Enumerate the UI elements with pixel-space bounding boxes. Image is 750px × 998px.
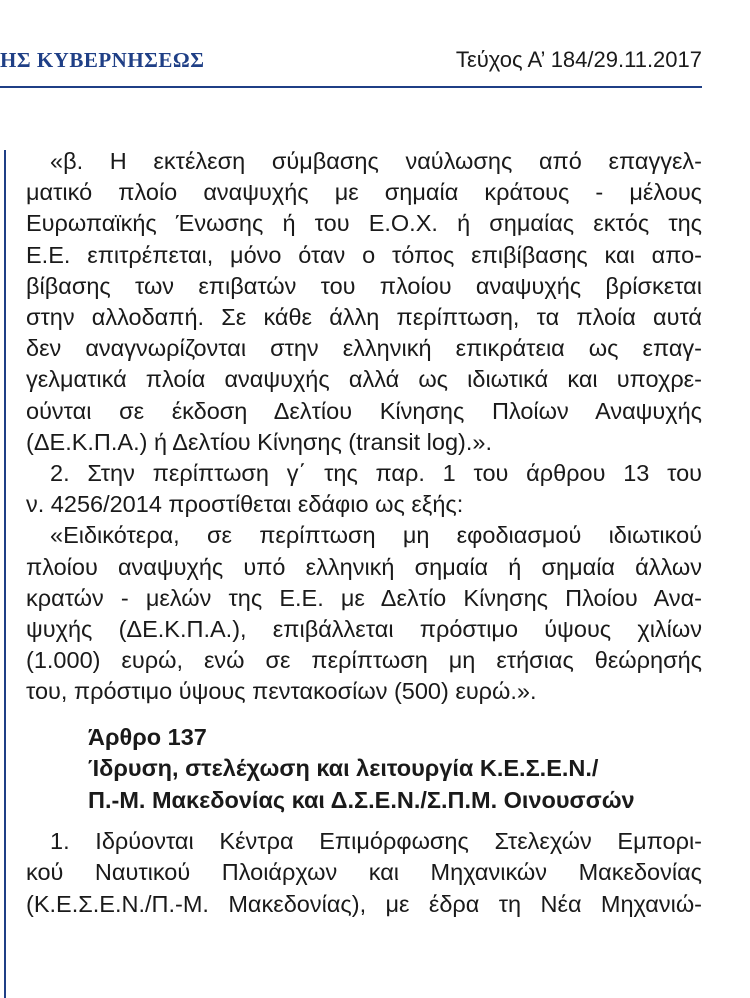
gazette-name: ΗΣ ΚΥΒΕΡΝΗΣΕΩΣ bbox=[0, 48, 205, 72]
issue-info: Τεύχος Α’ 184/29.11.2017 bbox=[455, 47, 702, 72]
article-title-line: Ίδρυση, στελέχωση και λειτουργία Κ.Ε.Σ.Ε.Ν./ bbox=[88, 755, 599, 782]
text-line: 2. Στην περίπτωση γ΄ της παρ. 1 του άρθρου 13 του bbox=[50, 460, 702, 487]
paragraph-added-text bbox=[26, 520, 702, 707]
text-line: 1. Ιδρύονται Κέντρα Επιμόρφωσης Στελεχών Εμπορι- bbox=[50, 828, 702, 855]
text-line: Ε.Ε. επιτρέπεται, μόνο όταν ο τόπος επιβίβασης και απο- bbox=[26, 241, 702, 268]
text-line: «Ειδικότερα, σε περίπτωση μη εφοδιασμού ιδιωτικού bbox=[50, 522, 702, 549]
text-line: του, πρόστιμο ύψους πεντακοσίων (500) ευρώ.». bbox=[26, 678, 537, 705]
text-line: κρατών - μελών της Ε.Ε. με Δελτίο Κίνησης Πλοίου Ανα- bbox=[26, 584, 702, 611]
article-heading bbox=[26, 722, 702, 817]
column-rule bbox=[4, 150, 6, 998]
text-line: ματικό πλοίο αναψυχής με σημαία κράτους - μέλους bbox=[26, 179, 702, 206]
paragraph-amendment-b bbox=[26, 146, 702, 458]
document-body bbox=[26, 146, 702, 920]
text-line: (ΔΕ.Κ.Π.Α.) ή Δελτίου Κίνησης (transit log).». bbox=[26, 428, 492, 455]
text-line: δεν αναγνωρίζονται στην ελληνική επικράτεια ως επαγ- bbox=[26, 335, 702, 362]
text-line: βίβασης των επιβατών του πλοίου αναψυχής βρίσκεται bbox=[26, 272, 702, 299]
paragraph-article-1 bbox=[26, 826, 702, 920]
text-line: Ευρωπαϊκής Ένωσης ή του Ε.Ο.Χ. ή σημαίας εκτός της bbox=[26, 210, 702, 237]
text-line: ν. 4256/2014 προστίθεται εδάφιο ως εξής: bbox=[26, 491, 464, 518]
page-header bbox=[0, 0, 750, 92]
text-line: πλοίου αναψυχής υπό ελληνική σημαία ή σημαία άλλων bbox=[26, 553, 702, 580]
text-line: «β. Η εκτέλεση σύμβασης ναύλωσης από επαγγελ- bbox=[50, 148, 702, 174]
article-number: Άρθρο 137 bbox=[88, 723, 207, 750]
text-line: (Κ.Ε.Σ.Ε.Ν./Π.-Μ. Μακεδονίας), με έδρα τη Νέα Μηχανιώ- bbox=[26, 890, 702, 917]
text-line: στην αλλοδαπή. Σε κάθε άλλη περίπτωση, τα πλοία αυτά bbox=[26, 304, 702, 331]
paragraph-2 bbox=[26, 458, 702, 520]
text-line: (1.000) ευρώ, ενώ σε περίπτωση μη ετήσιας θεώρησής bbox=[26, 647, 702, 674]
text-line: ψυχής (ΔΕ.Κ.Π.Α.), επιβάλλεται πρόστιμο ύψους χιλίων bbox=[26, 616, 702, 643]
text-line: ούνται σε έκδοση Δελτίου Κίνησης Πλοίων Αναψυχής bbox=[26, 397, 702, 424]
article-title-line: Π.-Μ. Μακεδονίας και Δ.Σ.Ε.Ν./Σ.Π.Μ. Οινουσσών bbox=[88, 786, 635, 813]
text-line: γελματικά πλοία αναψυχής αλλά ως ιδιωτικά και υποχρε- bbox=[26, 366, 702, 393]
text-line: κού Ναυτικού Πλοιάρχων και Μηχανικών Μακεδονίας bbox=[26, 859, 702, 886]
header-rule bbox=[0, 86, 702, 88]
